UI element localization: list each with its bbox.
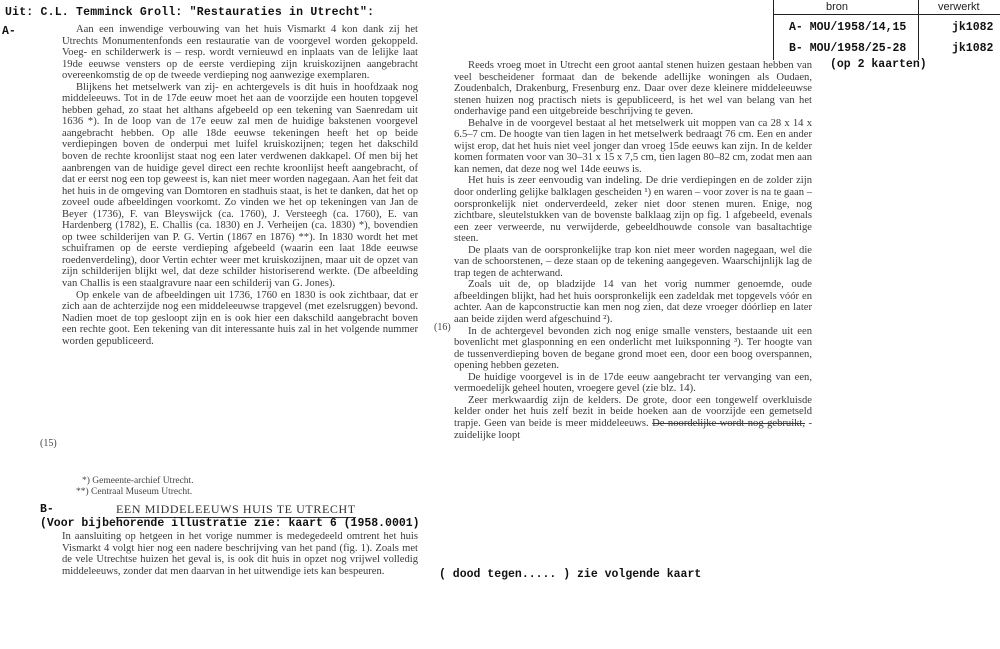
left-column-section-body	[62, 531, 418, 577]
right-paragraph-6: In de achtergevel bevonden zich nog enige smalle vensters, bestaande uit een bovenlicht met glasponning en een onderlicht met luiksponning ³). Ter hoogte van de tussenverdieping boven de begane grond moet een, door een boog overspannen, opening hebben gezeten.	[454, 325, 812, 372]
right-paragraph-8-end: - zuidelijke loopt	[454, 417, 812, 441]
table-row2-verwerkt: jk1082	[952, 42, 994, 55]
right-paragraph-3: Het huis is zeer eenvoudig van indeling. De drie verdiepingen en de zolder zijn door onderling gelijke balklagen gescheiden ¹) en waren – voor zover is na te gaan – oorspronkelijk niet onderverdeeld, zeker niet door stenen muren. Enige, nog zichtbare, sleutelstukken van de bovenste balklaag zijn op fig. 1 afgebeeld, evenals een zeer verweerde, nu verwijderde, gebeeldhouwde console van basaltachtige steen.	[454, 175, 812, 245]
page-title: Uit: C.L. Temminck Groll: "Restauraties in Utrecht":	[5, 6, 375, 19]
right-paragraph-8-text: Zeer merkwaardig zijn de kelders. De grote, door een tongewelf overkluisde kelder onder het huis zelf bezit in beide hoeken aan de voorzijde een gemetseld trapje. Geen van beide is meer middeleeuws.	[454, 394, 812, 429]
table-row2-note: (op 2 kaarten)	[830, 58, 927, 71]
right-column-body	[454, 60, 812, 441]
margin-page-number-16: (16)	[434, 322, 451, 333]
left-paragraph-1: Aan een inwendige verbouwing van het huis Vismarkt 4 kon dank zij het Utrechts Monumentenfonds een restauratie van de voorgevel worden gekoppeld. Voeg- en schilderwerk is – resp. wordt vernieuwd en inplaats van de lelijke laat 19de eeuwse vensters op de eerste verdieping zijn kruiskozijnen aangebracht overeenkomstig de op de tweede verdieping nog aanwezige exemplaren.	[62, 24, 418, 82]
struck-text: De noordelijke wordt nog gebruikt,	[652, 417, 806, 429]
left-paragraph-4: In aansluiting op hetgeen in het vorige nummer is medegedeeld omtrent het huis Vismarkt 4 volgt hier nog een nadere beschrijving van het pand (fig. 1). Zoals met de vele Utrechtse huizen het geval is, is ook dit huis in opzet nog vrijwel volledig middeleeuws, zonder dat men daarvan in het uitwendige iets kan bespeuren.	[62, 531, 418, 577]
right-paragraph-4: De plaats van de oorspronkelijke trap kon niet meer worden nagegaan, wel die van de schoorstenen, – deze staan op de tekening aangegeven. Waarschijnlijk lag de trap tegen de achterwand.	[454, 244, 812, 279]
right-paragraph-5: Zoals uit de, op bladzijde 14 van het vorig nummer genoemde, oude afbeeldingen blijkt, had het huis oorspronkelijk een zadeldak met topgevels vóór en achter. Aan de kapconstructie kan men nog zien, dat deze vroeger dóórliep en later aan beide zijden werd afgeschuind ²).	[454, 279, 812, 326]
illustration-reference-note: (Voor bijbehorende illustratie zie: kaart 6 (1958.0001)	[40, 517, 420, 530]
footnote-1: *) Gemeente-archief Utrecht.	[82, 476, 194, 486]
continuation-note: ( dood tegen..... ) zie volgende kaart	[439, 568, 702, 581]
table-row1-verwerkt: jk1082	[952, 21, 994, 34]
section-title: EEN MIDDELEEUWS HUIS TE UTRECHT	[116, 502, 356, 516]
table-row2-bron: B- MOU/1958/25-28	[789, 42, 907, 55]
table-border-left	[773, 0, 774, 60]
table-header-bron: bron	[826, 1, 849, 13]
table-border-mid	[918, 0, 919, 60]
left-column-body	[62, 24, 418, 347]
right-paragraph-7: De huidige voorgevel is in de 17de eeuw aangebracht ter vervanging van een, vermoedelijk geheel houten, vroegere gevel (zie blz. 14).	[454, 371, 812, 395]
right-paragraph-2: Behalve in de voorgevel bestaat al het metselwerk uit moppen van ca 28 x 14 x 6.5–7 cm. De hoogte van tien lagen in het metselwerk bedraagt 76 cm. Een en ander wijst erop, dat het huis niet veel jonger dan vroeg 15de eeuws kan zijn. In de kelder komen formaten voor van 30–31 x 15 x 7,5 cm, tien lagen 80–82 cm, zodat men aan kan nemen, dat deze nog wel 14de eeuws is.	[454, 117, 812, 175]
table-header-verwerkt: verwerkt	[938, 1, 980, 13]
footnote-2: **) Centraal Museum Utrecht.	[76, 487, 193, 497]
margin-page-number-15: (15)	[40, 438, 57, 449]
table-row1-bron: A- MOU/1958/14,15	[789, 21, 907, 34]
left-paragraph-2: Blijkens het metselwerk van zij- en achtergevels is dit huis in hoofdzaak nog middeleeuws. Tot in de 17de eeuw moet het aan de voorzijde een houten topgevel hebben gehad, zo staat het althans afgebeeld op een tekening van Saenredam uit 1636 *). In de loop van de 17e eeuw zal men de huidige bakstenen voorgevel aangebracht hebben. Op alle 18de eeuwse tekeningen heeft het op beide verdiepingen boven de onderpui met luifel kruiskozijnen; tegen het dakschild boven de rechte kroonlijst staat nog een later verdwenen dakkapel. Of men bij het aanbrengen van de huidige gevel direct een rechte kroonlijst heeft aangebracht, of dat er eerst nog een top geweest is, kan niet meer worden nagegaan. Aan het feit dat het huis in de omgeving van Domtoren en stadhuis staat, is het te danken, dat het op zoveel oude afbeeldingen voorkomt. Zo vinden we het op tekeningen van Jan de Beyer (1736), F. van Bleyswijck (ca. 1760), J. Versteegh (ca. 1760), E. van Hardenberg (1782), E. Challis (ca. 1830) en J. Verheijen (ca. 1830) *), bovendien op twee schilderijen van P. G. Vertin (1867 en 1876) **). In 1830 wordt het met schuiframen op de eerste verdieping afgebeeld (waarin een laat 18de eeuwse roedenverdeling), door Vertin echter weer met kruiskozijnen, maar uit de opzet van zijn schilderijen blijkt wel, dat deze schilder historiserend werkte. (De afbeelding van Challis is een staalgravure naar een schilderij van G. Jones).	[62, 81, 418, 290]
right-paragraph-8	[454, 395, 812, 441]
right-paragraph-1: Reeds vroeg moet in Utrecht een groot aantal stenen huizen gestaan hebben van veel bescheidener formaat dan de bekende adellijke woningen als Oudaen, Zoudenbalch, Drakenburg, Fresenburg enz. Daar over deze kleinere middeleeuwse stenen huizen nog practisch niets is gepubliceerd, is het wel van belang van het onderhavige pand een uitgebreide beschrijving te geven.	[454, 60, 812, 118]
section-marker-b: B-	[40, 503, 54, 516]
table-header-rule	[773, 14, 1000, 15]
section-marker-a: A-	[2, 25, 16, 38]
left-paragraph-3: Op enkele van de afbeeldingen uit 1736, 1760 en 1830 is ook zichtbaar, dat er zich aan de achterzijde nog een middeleeuwse trapgevel (met ezelsruggen) bevond. Nadien moet de top gesloopt zijn en is ook hier een dakschild aangebracht boven een rechte goot. Een tekening van dit interessante huis zal in het volgende nummer worden gepubliceerd.	[62, 289, 418, 347]
